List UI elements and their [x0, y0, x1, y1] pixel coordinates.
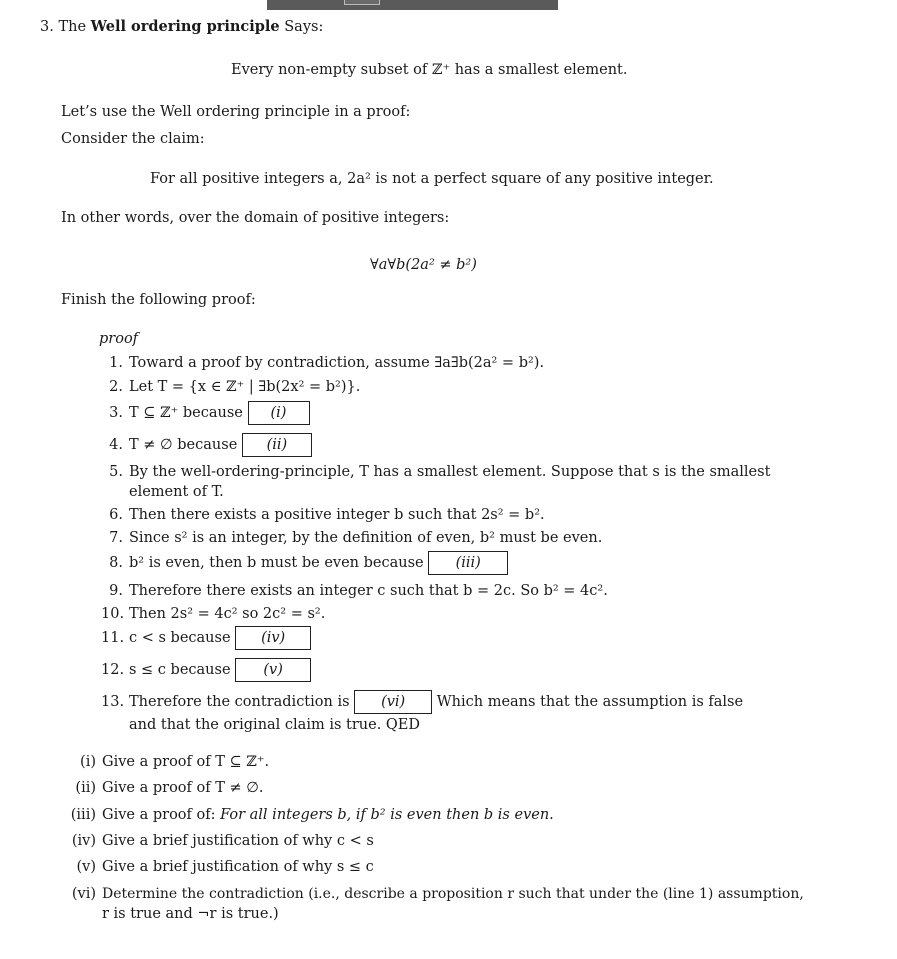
problem-number: 3.	[40, 19, 54, 35]
proof-step-12: 12. s ≤ c because (v)	[101, 658, 311, 682]
problem-heading: 3. The Well ordering principle Says:	[40, 18, 324, 35]
proof-step-5: 5. By the well-ordering-principle, T has a smallest element. Suppose that s is the smallest	[109, 464, 771, 480]
proof-step-4: 4. T ≠ ∅ because (ii)	[101, 433, 312, 457]
blank-box-iii: (iii)	[428, 551, 508, 575]
intro-line-2: Consider the claim:	[61, 131, 205, 147]
domain-text: In other words, over the domain of positive integers:	[61, 210, 450, 226]
proof-step-11: 11. c < s because (iv)	[101, 626, 311, 650]
principle-name: Well ordering principle	[90, 18, 280, 35]
proof-step-6: 6. Then there exists a positive integer b such that 2s² = b².	[109, 507, 545, 523]
toolbar-tab-indicator	[344, 0, 380, 5]
proof-step-7: 7. Since s² is an integer, by the definition of even, b² must be even.	[109, 530, 603, 546]
blank-box-v: (v)	[235, 658, 311, 682]
question-iii: (iii) Give a proof of: For all integers b, if b² is even then b is even.	[70, 807, 554, 823]
formula: ∀a∀b(2a² ≠ b²)	[370, 257, 477, 273]
principle-statement: Every non-empty subset of ℤ⁺ has a smallest element.	[231, 62, 628, 78]
blank-box-ii: (ii)	[242, 433, 312, 457]
blank-box-iv: (iv)	[235, 626, 311, 650]
finish-instruction: Finish the following proof:	[61, 292, 256, 308]
claim-statement: For all positive integers a, 2a² is not a perfect square of any positive integer.	[150, 171, 714, 187]
proof-step-3: 3. T ⊆ ℤ⁺ because (i)	[101, 401, 310, 425]
blank-box-vi: (vi)	[354, 690, 432, 714]
question-iv: (iv) Give a brief justification of why c < s	[71, 833, 374, 849]
blank-box-i: (i)	[248, 401, 310, 425]
proof-step-13: 13. Therefore the contradiction is (vi) Which means that the assumption is false	[101, 690, 743, 714]
proof-label: proof	[99, 331, 139, 347]
proof-step-5-continuation: element of T.	[129, 484, 224, 500]
proof-step-9: 9. Therefore there exists an integer c such that b = 2c. So b² = 4c².	[109, 583, 608, 599]
proof-step-10: 10. Then 2s² = 4c² so 2c² = s².	[101, 606, 326, 622]
question-ii: (ii) Give a proof of T ≠ ∅.	[75, 780, 264, 796]
question-vi: (vi) Determine the contradiction (i.e., describe a proposition r such that under the (line 1) assumption,	[71, 886, 804, 902]
proof-step-13-continuation: and that the original claim is true. QED	[129, 717, 421, 733]
question-vi-continuation: r is true and ¬r is true.)	[102, 906, 279, 922]
intro-line-1: Let’s use the Well ordering principle in a proof:	[61, 104, 411, 120]
proof-step-2: 2. Let T = {x ∈ ℤ⁺ | ∃b(2x² = b²)}.	[109, 379, 361, 395]
question-i: (i) Give a proof of T ⊆ ℤ⁺.	[80, 754, 270, 770]
top-toolbar-strip	[267, 0, 558, 10]
proof-step-1: 1. Toward a proof by contradiction, assume ∃a∃b(2a² = b²).	[109, 355, 545, 371]
proof-step-8: 8. b² is even, then b must be even because (iii)	[101, 551, 508, 575]
question-v: (v) Give a brief justification of why s ≤ c	[76, 859, 374, 875]
